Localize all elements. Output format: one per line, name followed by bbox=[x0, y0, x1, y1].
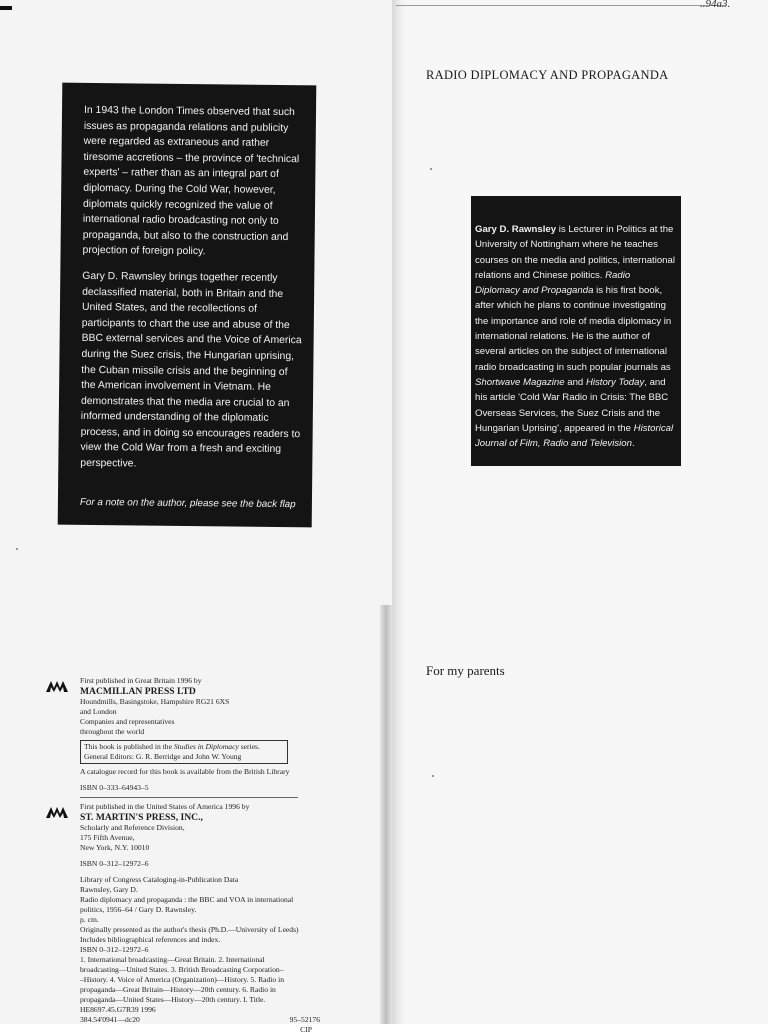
uk-publisher: MACMILLAN PRESS LTD bbox=[80, 686, 196, 697]
uk-first-published: First published in Great Britain 1996 by bbox=[80, 676, 202, 685]
author-bio-journal: History Today bbox=[585, 376, 645, 388]
loc-number: 95–52176 bbox=[289, 1015, 320, 1024]
loc-line: p. cm. bbox=[80, 915, 99, 924]
isbn-uk: ISBN 0–333–64943–5 bbox=[80, 783, 149, 792]
blurb-paragraph-1: In 1943 the London Times observed that such issues as propaganda relations and publicity were regarded as extraneous and rather tiresome accretions – the province of 'technical experts' – rather than as an integral part of diplomacy. During the Cold War, however, diplomats quickly recognized the value of international radio broadcasting not only to propaganda, but also to the construction and projection of foreign policy. bbox=[82, 104, 300, 258]
speck bbox=[16, 548, 18, 550]
blurb-paragraph-2: Gary D. Rawnsley brings together recently declassified material, both in Britain and the United States, and the recollections of participants to chart the use and abuse of the BBC external services and the Voice of America during the Suez crisis, the Hungarian uprising, the Cuban missile crisis and the beginning of the American involvement in Vietnam. He demonstrates that the media are crucial to an informed understanding of the diplomatic process, and in doing so encourages readers to view the Cold War from a fresh and exciting perspective. bbox=[80, 270, 302, 470]
us-address-1: Scholarly and Reference Division, bbox=[80, 823, 185, 832]
uk-address-2: and London bbox=[80, 707, 117, 716]
dedication: For my parents bbox=[426, 663, 505, 678]
loc-line: propaganda—Great Britain—History—20th century. 6. Radio in bbox=[80, 985, 276, 994]
uk-address-4: throughout the world bbox=[80, 727, 145, 736]
author-bio-text: , and his article 'Cold War Radio in Crisis: The BBC Overseas Services, the Suez Crisis and the Hungarian Uprising', appeared in the bbox=[475, 376, 669, 434]
author-bio-book-title: Radio Diplomacy and Propaganda bbox=[475, 269, 631, 297]
loc-line: Library of Congress Cataloging-in-Publication Data bbox=[80, 875, 239, 884]
us-first-published: First published in the United States of America 1996 by bbox=[80, 802, 250, 811]
series-text: This book is published in the bbox=[84, 742, 174, 751]
copyright-block bbox=[80, 676, 330, 1035]
author-bio-journal: Shortwave Magazine bbox=[475, 376, 565, 388]
us-address-3: New York, N.Y. 10010 bbox=[80, 843, 150, 852]
right-page bbox=[392, 0, 768, 1024]
loc-line: propaganda—United States—History—20th century. I. Title. bbox=[80, 995, 266, 1004]
author-bio-journal: Historical Journal of Film, Radio and Television bbox=[475, 422, 674, 450]
loc-line: HE8697.45.G7R39 1996 bbox=[80, 1005, 156, 1014]
macmillan-logo-icon bbox=[46, 679, 68, 693]
top-rule bbox=[396, 5, 726, 6]
us-address-2: 175 Fifth Avenue, bbox=[80, 833, 135, 842]
corner-mark bbox=[0, 6, 12, 10]
page-gutter bbox=[392, 0, 406, 1024]
author-name: Gary D. Rawnsley bbox=[475, 224, 557, 235]
catalogue-record: A catalogue record for this book is available from the British Library bbox=[80, 767, 290, 776]
speck bbox=[430, 168, 432, 170]
loc-line: broadcasting—United States. 3. British Broadcasting Corporation– bbox=[80, 965, 284, 974]
loc-line: 1. International broadcasting—Great Britain. 2. International bbox=[80, 955, 265, 964]
top-scribble: ..94a3. bbox=[700, 0, 731, 10]
cip-label: CIP bbox=[300, 1025, 312, 1034]
uk-address-3: Companies and representatives bbox=[80, 717, 175, 726]
page-gutter-shadow bbox=[380, 605, 392, 1024]
speck bbox=[432, 775, 434, 777]
series-editors: General Editors: G. R. Berridge and John W. Young bbox=[84, 752, 242, 761]
series-box bbox=[80, 740, 288, 764]
author-bio-text: is his first book, after which he plans to continue investigating the importance and role of media diplomacy in international relations. He is the author of several articles on the subject of international radio broadcasting in such popular journals as bbox=[475, 285, 672, 373]
uk-address-1: Houndmills, Basingstoke, Hampshire RG21 6XS bbox=[80, 697, 230, 706]
loc-line: Originally presented as the author's thesis (Ph.D.—University of Leeds) bbox=[80, 925, 299, 934]
series-name: Studies in Diplomacy bbox=[173, 742, 239, 751]
loc-line: politics, 1956–64 / Gary D. Rawnsley. bbox=[80, 905, 197, 914]
flap-blurb bbox=[58, 83, 317, 528]
loc-line: ISBN 0–312–12972–6 bbox=[80, 945, 149, 954]
us-publisher: ST. MARTIN'S PRESS, INC., bbox=[80, 812, 203, 823]
series-line bbox=[84, 742, 284, 752]
loc-line: Radio diplomacy and propaganda : the BBC and VOA in international bbox=[80, 895, 294, 904]
cip-row bbox=[80, 1025, 320, 1035]
book-title: RADIO DIPLOMACY AND PROPAGANDA bbox=[426, 68, 669, 82]
loc-line: –History. 4. Voice of America (Organization)—History. 5. Radio in bbox=[80, 975, 285, 984]
divider bbox=[80, 797, 298, 798]
loc-line: Includes bibliographical references and index. bbox=[80, 935, 221, 944]
author-bio bbox=[475, 222, 677, 451]
author-bio-text: and bbox=[564, 376, 586, 388]
macmillan-logo-icon bbox=[46, 805, 68, 819]
author-bio-text: . bbox=[631, 438, 635, 450]
series-text: series. bbox=[238, 742, 260, 751]
loc-line: Rawnsley, Gary D. bbox=[80, 885, 138, 894]
blurb-note: For a note on the author, please see the back flap bbox=[79, 497, 296, 511]
author-bio-text: is Lecturer in Politics at the University of Nottingham where he teaches courses on the media and politics, international relations and Chinese politics. bbox=[475, 224, 675, 281]
loc-line: 384.54'0941—dc20 bbox=[80, 1015, 140, 1024]
author-bio-box bbox=[471, 196, 681, 466]
isbn-us: ISBN 0–312–12972–6 bbox=[80, 859, 149, 868]
